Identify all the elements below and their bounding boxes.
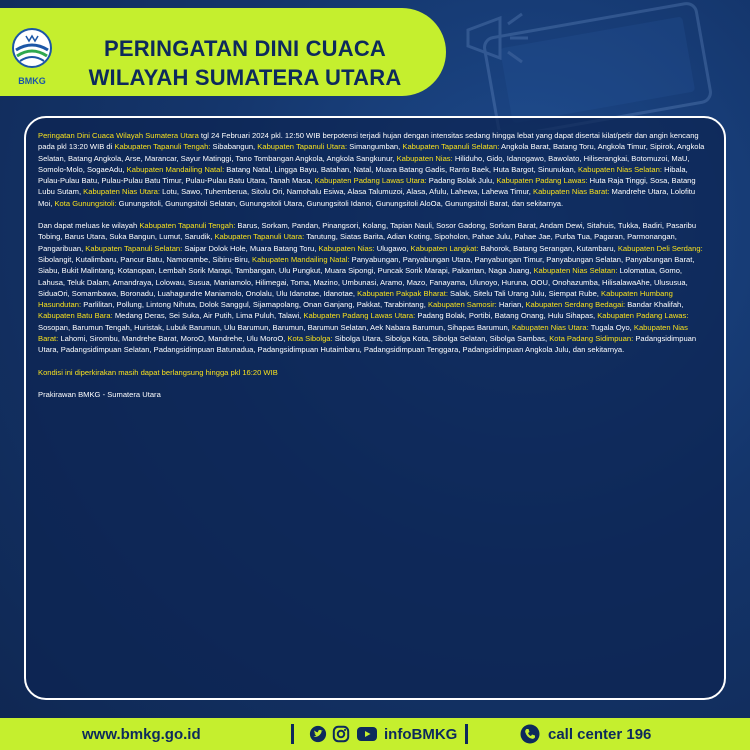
text-segment: Hiliduho, Gido, Idanogawo, Bawolato, Hiliserangkai, Botomuzoi, MaU, Somolo-Molo, SogaeAdu, xyxy=(38,153,690,174)
text-segment: Gunungsitoli, Gunungsitoli Selatan, Gunungsitoli Utara, Gunungsitoli Idanoi, Gunungsitoli AloOa, Gunungsitoli Barat, dan sekitarnya. xyxy=(116,198,564,208)
region-name: Kabupaten Nias Selatan: xyxy=(533,266,618,276)
text-segment: Tarutung, Siatas Barita, Adian Koting, Sipoholon, Pahae Julu, Pahae Jae, Purba Tua, Pagaran, Parmonangan, Pangaribuan, xyxy=(38,232,677,253)
text-segment: Bahorok, Batang Serangan, Kutambaru, xyxy=(478,243,618,253)
social-handle[interactable]: infoBMKG xyxy=(384,726,458,743)
text-segment: Sosopan, Barumun Tengah, Huristak, Lubuk Barumun, Ulu Barumun, Barumun, Barumun Selatan, Aek Nabara Barumun, Sihapas Barumun, xyxy=(38,322,512,332)
text-segment: Barus, Sorkam, Pandan, Pinangsori, Kolang, Tapian Nauli, Sosor Gadong, Sorkam Barat, Andam Dewi, Sitahuis, Tukka, Badiri, Pasaribu Tobing, Barus Utara, Suka Bangun, Lumut, Sarudik, xyxy=(38,221,697,242)
instagram-icon[interactable] xyxy=(332,725,350,743)
bmkg-logo xyxy=(12,26,52,90)
divider xyxy=(291,724,294,744)
text-segment: Parlilitan, Pollung, Lintong Nihuta, Dolok Sanggul, Sijamapolang, Onan Ganjang, Pakkat, Tarabintang, xyxy=(81,300,428,310)
text-segment: Mandrehe Utara, Lolofitu Moi, xyxy=(38,187,696,208)
region-name: Kota Gunungsitoli: xyxy=(54,198,117,208)
region-name: Kabupaten Padang Lawas: xyxy=(496,176,588,186)
region-name: Kabupaten Tapanuli Tengah: xyxy=(139,221,236,231)
title-banner xyxy=(0,8,446,96)
text-segment: Lolomatua, Gomo, Lahusa, Teluk Dalam, Amandraya, Lolowau, Susua, Maniamolo, Hilimegai, Toma, Mazino, Umbunasi, Aramo, Mazo, Fanayama, Ulunoyo, Huruna, OOU, Onohazumba, HilisalawaAhe, Ulususua, SiduaOri, Somambawa, Boronadu, Luahagundre Maniamolo, Onolalu, Ulu Idanotae, Idanotae, xyxy=(38,266,688,298)
region-name: Kabupaten Tapanuli Selatan: xyxy=(402,142,500,152)
website-link[interactable]: www.bmkg.go.id xyxy=(82,726,201,743)
bulletin-text xyxy=(38,130,710,411)
page-title xyxy=(60,34,430,92)
region-name: Kabupaten Tapanuli Utara: xyxy=(257,142,348,152)
text-segment: Sibabangun, xyxy=(210,142,258,152)
text-segment: Panyabungan, Panyabungan Utara, Panyabungan Timur, Panyabungan Selatan, Panyabungan Barat, Siabu, Bukit Malintang, Kotanopan, Lembah Sorik Marapi, Tambangan, Ulu Pungkut, Muara Sipongi, Puncak Sorik Marapi, Pakantan, Naga Juang, xyxy=(38,254,695,276)
region-name: Kabupaten Serdang Bedagai: xyxy=(525,300,626,310)
region-name: Kabupaten Batu Bara: xyxy=(38,311,113,321)
region-name: Kabupaten Tapanuli Tengah: xyxy=(114,142,211,152)
region-name: Kabupaten Nias Utara: xyxy=(511,322,589,332)
youtube-icon[interactable] xyxy=(356,725,378,743)
region-name: Kabupaten Mandailing Natal: xyxy=(252,254,350,264)
text-segment: Tugala Oyo, xyxy=(588,322,634,332)
region-name: Kabupaten Nias: xyxy=(396,153,453,163)
region-name: Kabupaten Tapanuli Utara: xyxy=(214,232,305,242)
region-name: Kabupaten Padang Lawas: xyxy=(597,311,689,321)
text-segment: Lahomi, Sirombu, Mandrehe Barat, MoroO, Mandrehe, Ulu MoroO, xyxy=(58,334,288,344)
text-segment: Hibala, Pulau-Pulau Batu, Pulau-Pulau Batu Timur, Pulau-Pulau Batu Utara, Tanah Masa, xyxy=(38,164,688,186)
bulletin-card xyxy=(24,116,726,700)
region-name: Kabupaten Humbang Hasundutan: xyxy=(38,288,673,310)
text-segment: tgl 24 Februari 2024 pkl. 12:50 WIB berpotensi terjadi hujan dengan intensitas sedang hingga lebat yang dapat disertai kilat/petir dan angin kencang pada pkl 13:20 WIB di xyxy=(38,131,699,152)
text-segment: Medang Deras, Sei Suka, Air Putih, Lima Puluh, Talawi, xyxy=(112,311,304,321)
region-name: Kota Sibolga: xyxy=(287,334,333,344)
region-name: Kabupaten Tapanuli Selatan: xyxy=(85,243,183,253)
text-segment: Angkola Barat, Batang Toru, Angkola Timur, Sipirok, Angkola Selatan, Batang Angkola, Arse, Marancar, Sayur Matinggi, Tano Tombangan Angkola, Angkola Sangkunur, xyxy=(38,142,705,163)
text-segment: Sibolga Utara, Sibolga Kota, Sibolga Selatan, Sibolga Sambas, xyxy=(332,334,550,344)
title-line-2: WILAYAH SUMATERA UTARA xyxy=(88,65,402,90)
warning-paragraph xyxy=(38,130,710,209)
text-segment: Saipar Dolok Hole, Muara Batang Toru, xyxy=(182,243,319,253)
region-name: Peringatan Dini Cuaca Wilayah Sumatera Utara xyxy=(38,131,199,140)
logo-text: BMKG xyxy=(18,76,46,86)
text-segment: Simangumban, xyxy=(347,142,403,152)
text-segment: Salak, Sitelu Tali Urang Julu, Siempat Rube, xyxy=(447,288,602,298)
text-segment: Padang Bolak Julu, xyxy=(426,176,497,186)
region-name: Kabupaten Padang Lawas Utara: xyxy=(303,311,416,321)
region-name: Kabupaten Nias Barat: xyxy=(533,187,610,197)
text-segment: Batang Natal, Lingga Bayu, Batahan, Natal, Muara Batang Gadis, Ranto Baek, Huta Bargot, Sinunukan, xyxy=(224,164,578,174)
region-name: Kabupaten Padang Lawas Utara: xyxy=(314,176,427,186)
region-name: Kabupaten Mandailing Natal: xyxy=(126,164,225,174)
region-name: Kabupaten Nias Selatan: xyxy=(577,164,662,174)
text-segment: Bandar Khalifah, xyxy=(625,300,684,310)
title-line-1: PERINGATAN DINI CUACA xyxy=(103,36,387,61)
text-segment: Padangsidimpuan Utara, Padangsidimpuan Selatan, Padangsidimpuan Batunadua, Padangsidimpuan Hutaimbaru, Padangsidimpuan Tenggara, Padangsidimpuan Angkola Julu, dan sekitarnya. xyxy=(38,334,697,355)
text-segment: Harian, xyxy=(496,300,526,310)
text-segment: Padang Bolak, Portibi, Batang Onang, Hulu Sihapas, xyxy=(415,311,598,321)
twitter-icon[interactable] xyxy=(309,725,327,743)
text-segment: Sibolangit, Kutalimbaru, Pancur Batu, Namorambe, Sibiru-Biru, xyxy=(38,254,252,264)
region-name: Kabupaten Nias Barat: xyxy=(38,322,688,344)
forecaster-credit: Prakirawan BMKG - Sumatera Utara xyxy=(38,389,161,399)
text-segment: Lotu, Sawo, Tuhemberua, Sitolu Ori, Namohalu Esiwa, Alasa Talumuzoi, Alasa, Afulu, Lahewa, Lahewa Timur, xyxy=(160,187,533,197)
text-segment: Ulugawo, xyxy=(374,243,411,253)
region-name: Kabupaten Langkat: xyxy=(410,243,479,253)
expansion-paragraph xyxy=(38,220,710,356)
text-segment: Dan dapat meluas ke wilayah xyxy=(38,221,140,231)
region-name: Kabupaten Samosir: xyxy=(427,300,497,310)
region-name: Kabupaten Nias Utara: xyxy=(83,187,160,197)
region-name: Kabupaten Pakpak Bharat: xyxy=(357,288,448,298)
divider xyxy=(465,724,468,744)
region-name: Kota Padang Sidimpuan: xyxy=(549,334,634,344)
duration-note: Kondisi ini diperkirakan masih dapat berlangsung hingga pkl 16:20 WIB xyxy=(38,367,278,377)
region-name: Kabupaten Deli Serdang: xyxy=(617,243,703,253)
phone-icon xyxy=(520,724,540,744)
region-name: Kabupaten Nias: xyxy=(318,243,375,253)
text-segment: Huta Raja Tinggi, Sosa, Batang Lubu Sutam, xyxy=(38,176,696,197)
footer-bar xyxy=(0,718,750,750)
call-center[interactable]: call center 196 xyxy=(548,726,652,743)
